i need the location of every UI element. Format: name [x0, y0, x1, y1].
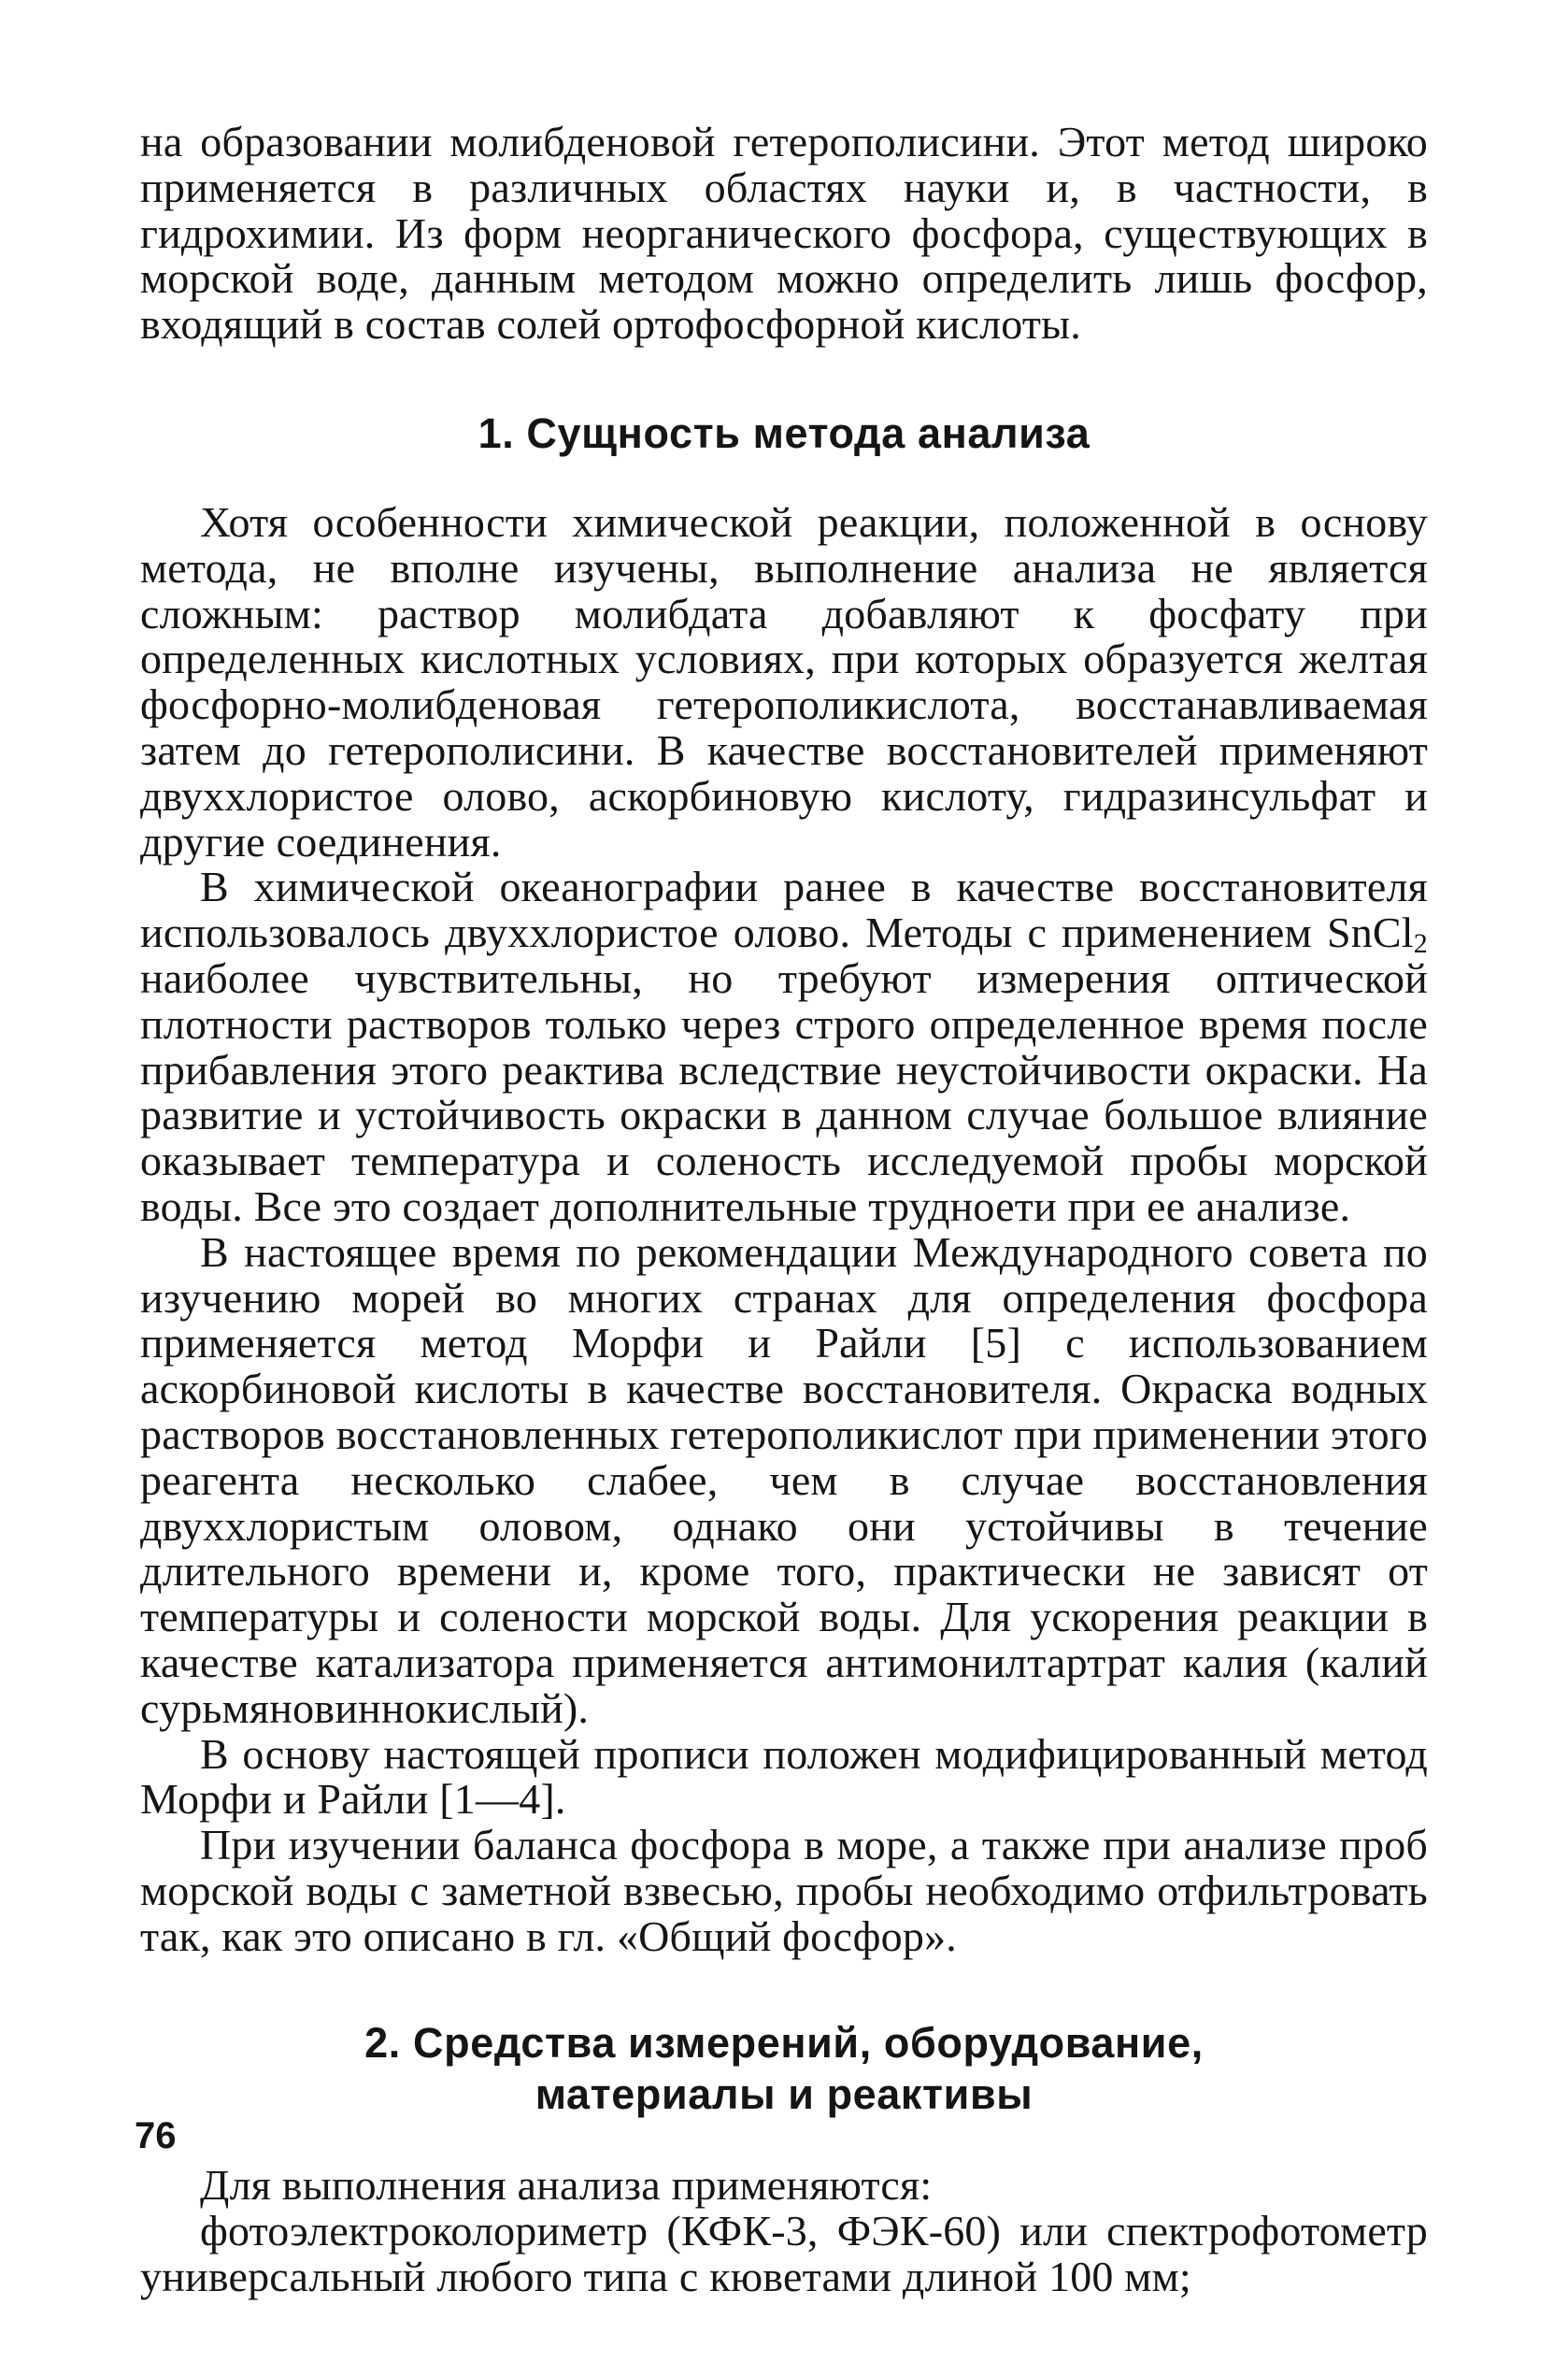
section-2-paragraph-2: фотоэлектроколориметр (КФК-3, ФЭК-60) или спектрофотометр универсальный любого типа с кюветами длиной 100 мм; [140, 2207, 1428, 2301]
section-1-paragraph-4: В основу настоящей прописи положен модифицированный метод Морфи и Райли [1—4]. [140, 1729, 1428, 1824]
intro-paragraph: на образовании молибденовой гетерополисини. Этот метод широко применяется в различных областях науки и, в частности, в гидрохимии. Из форм неорганического фосфора, существующих в морской воде, данным методом можно определить лишь фосфор, входящий в состав солей ортофосфорной кислоты. [140, 118, 1428, 349]
section-1-paragraph-5: При изучении баланса фосфора в море, а также при анализе проб морской воды с заметной взвесью, пробы необходимо отфильтровать так, как это описано в гл. «Общий фосфор». [140, 1821, 1428, 1960]
section-1-heading: 1. Сущность метода анализа [478, 408, 1090, 457]
section-1-paragraph-3: В настоящее время по рекомендации Международного совета по изучению морей во многих странах для определения фосфора применяется метод Морфи и Райли [5] с использованием аскорбиновой кислоты в качестве восстановителя. Окраска водных растворов восстановленных гетерополикислот при применении этого реагента несколько слабее, чем в случае восстановления двуххлористым оловом, однако они устойчивы в течение длительного времени и, кроме того, практически не зависят от температуры и солености морской воды. Для ускорения реакции в качестве катализатора применяется антимонилтартрат калия (калий сурьмяновиннокислый). [140, 1227, 1428, 1732]
section-1-paragraph-1: Хотя особенности химической реакции, положенной в основу метода, не вполне изучены, выполнение анализа не является сложным: раствор молибдата добавляют к фосфату при определенных кислотных условиях, при которых образуется желтая фосфорно-молибденовая гетерополикислота, восстанавливаемая затем до гетерополисини. В качестве восстановителей применяют двуххлористое олово, аскорбиновую кислоту, гидразинсульфат и другие соединения. [140, 497, 1428, 866]
chemical-formula: SnCl [1326, 909, 1414, 957]
section-2-heading [140, 2017, 1428, 2120]
section-2-heading-line-1: 2. Средства измерений, оборудование, [364, 2019, 1204, 2068]
section-2-paragraph-1: Для выполнения анализа применяются: [200, 2161, 933, 2210]
paragraph-2-text-b: наиболее чувствительны, но требуют измерения оптической плотности растворов только через строго определенное время после прибавления этого реактива вследствие неустойчивости окраски. На развитие и устойчивость окраски в данном случае большое влияние оказывает температура и соленость исследуемой пробы морской воды. Все это создает дополнительные трудноети при ее анализе. [140, 953, 1428, 1230]
page-body [140, 120, 1428, 2300]
section-2-heading-line-2: материалы и реактивы [535, 2070, 1033, 2119]
paragraph-2-text-a: В химической океанографии ранее в качестве восстановителя использовалось двуххлористое олово. Методы с применением [140, 863, 1428, 957]
formula-subscript: 2 [1413, 928, 1428, 960]
page-number: 76 [135, 2115, 177, 2156]
section-1-paragraph-2 [140, 865, 1428, 1229]
